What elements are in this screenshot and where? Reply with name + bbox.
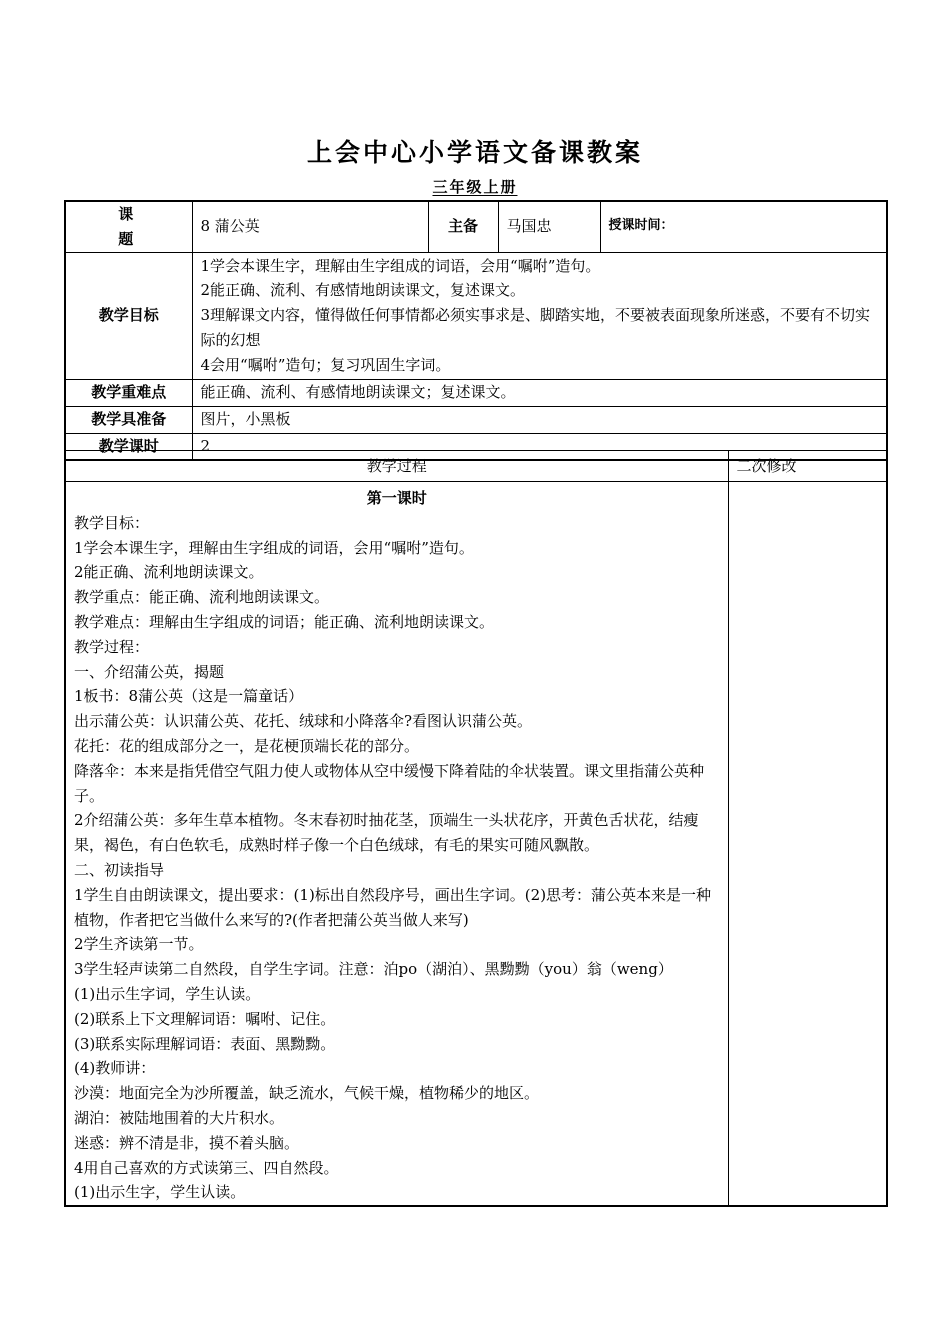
- process-line: 花托：花的组成部分之一，是花梗顶端长花的部分。: [74, 736, 420, 755]
- teach-time-label: 授课时间：: [600, 201, 887, 252]
- process-line: (2)联系上下文理解词语：嘱咐、记住。: [74, 1009, 336, 1028]
- goals-label: 教学目标: [65, 252, 192, 379]
- grade-label: 三年级上册: [432, 178, 518, 196]
- process-line: (1)出示生字词，学生认读。: [74, 984, 261, 1003]
- lesson-info-table: [64, 200, 888, 461]
- process-line: 1板书：8蒲公英（这是一篇童话）: [74, 687, 304, 706]
- process-line: 2学生齐读第一节。: [74, 935, 204, 954]
- owner-value: 马国忠: [498, 201, 600, 252]
- process-line: 2介绍蒲公英：多年生草本植物。冬末春初时抽花茎，顶端生一头状花序，开黄色舌状花，结瘦果，褐色，有白色软毛，成熟时样子像一个白色绒球，有毛的果实可随风飘散。: [74, 811, 699, 855]
- process-header: 教学过程: [65, 451, 728, 482]
- topic-value: 8 蒲公英: [192, 201, 428, 252]
- teaching-process-table: [64, 450, 888, 1207]
- process-line: 2能正确、流利地朗读课文。: [74, 563, 264, 582]
- revision-header: 二次修改: [728, 451, 887, 482]
- process-line: 一、介绍蒲公英，揭题: [74, 662, 225, 681]
- key-points-value: 能正确、流利、有感情地朗读课文；复述课文。: [192, 379, 887, 406]
- process-line: 教学难点：理解由生字组成的词语；能正确、流利地朗读课文。: [74, 612, 495, 631]
- process-line: 4用自己喜欢的方式读第三、四自然段。: [74, 1158, 339, 1177]
- goal-item: 1学会本课生字，理解由生字组成的词语，会用“嘱咐”造句。: [200, 256, 601, 275]
- page-subtitle: [0, 176, 950, 197]
- lesson-title: 第一课时: [366, 489, 427, 507]
- goal-item: 3理解课文内容，懂得做任何事情都必须实事求是、脚踏实地，不要被表面现象所迷惑，不要有不切实际的幻想: [200, 306, 871, 349]
- process-line: 出示蒲公英：认识蒲公英、花托、绒球和小降落伞?看图认识蒲公英。: [74, 712, 533, 731]
- process-line: 教学过程：: [74, 637, 150, 656]
- process-line: 二、初读指导: [74, 860, 165, 879]
- process-line: 降落伞：本来是指凭借空气阻力使人或物体从空中缓慢下降着陆的伞状装置。课文里指蒲公英种子。: [74, 761, 705, 805]
- goal-item: 2能正确、流利、有感情地朗读课文，复述课文。: [200, 281, 526, 300]
- class-hours-value: 2: [192, 433, 887, 460]
- goal-item: 4会用“嘱咐”造句；复习巩固生字词。: [200, 355, 451, 374]
- topic-label: 课 题: [65, 201, 192, 252]
- key-points-label: 教学重难点: [65, 379, 192, 406]
- process-line: (3)联系实际理解词语：表面、黑黝黝。: [74, 1034, 336, 1053]
- materials-label: 教学具准备: [65, 406, 192, 433]
- process-line: (4)教师讲：: [74, 1059, 156, 1078]
- process-line: 湖泊：被陆地围着的大片积水。: [74, 1108, 285, 1127]
- process-line: 迷惑：辨不清是非，摸不着头脑。: [74, 1133, 300, 1152]
- page-title: 上会中心小学语文备课教案: [306, 138, 643, 167]
- process-line: 3学生轻声读第二自然段，自学生字词。注意：泊po（湖泊）、黑黝黝（you）翁（weng）: [74, 960, 673, 979]
- goals-content: [192, 252, 887, 379]
- process-line: 教学重点：能正确、流利地朗读课文。: [74, 588, 330, 607]
- class-hours-label: 教学课时: [65, 433, 192, 460]
- process-line: 1学生自由朗读课文，提出要求：(1)标出自然段序号，画出生字词。(2)思考：蒲公英本来是一种植物，作者把它当做什么来写的?(作者把蒲公英当做人来写): [74, 885, 712, 929]
- process-content: [65, 482, 728, 1207]
- revision-column: [728, 482, 887, 1207]
- process-line: 1学会本课生字，理解由生字组成的词语，会用“嘱咐”造句。: [74, 538, 474, 557]
- process-line: 教学目标：: [74, 513, 150, 532]
- process-line: 沙漠：地面完全为沙所覆盖，缺乏流水，气候干燥，植物稀少的地区。: [74, 1084, 540, 1103]
- process-line: (1)出示生字，学生认读。: [74, 1183, 246, 1202]
- owner-label: 主备: [428, 201, 498, 252]
- materials-value: 图片，小黑板: [192, 406, 887, 433]
